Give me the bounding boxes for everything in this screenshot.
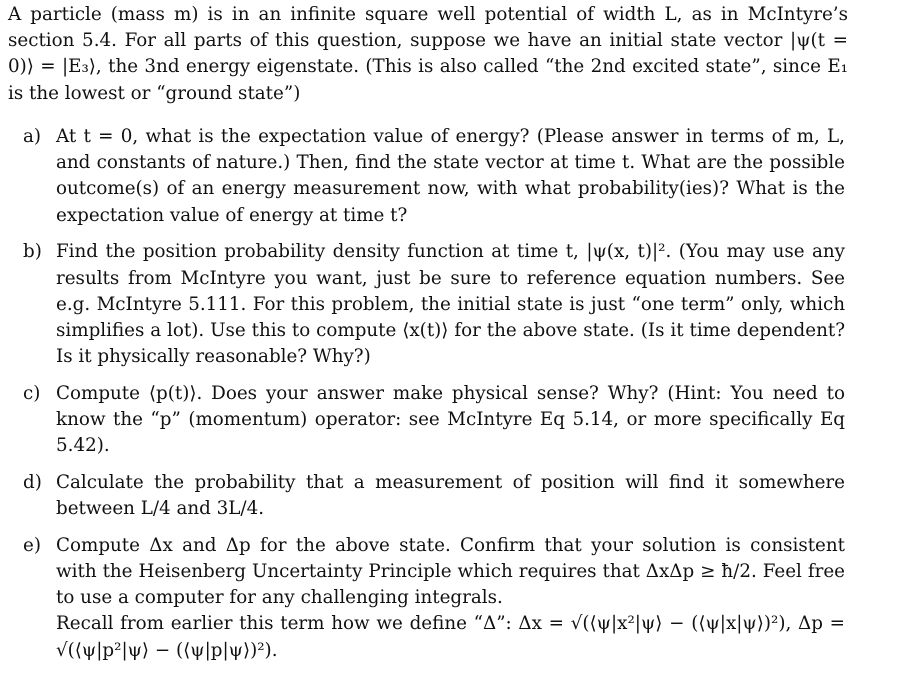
problem-part-body	[56, 470, 845, 522]
problem-part-body	[56, 533, 845, 664]
problem-part-label: d)	[23, 471, 42, 493]
problem-part-label: c)	[23, 382, 41, 404]
problem-part-text: Find the position probability density function at time t, |ψ(x, t)|². (You may use any results from McIntyre you want, just be sure to reference equation numbers. See e.g. McIntyre 5.111. For this problem, the initial state is just “one term” only, which simplifies a lot). Use this to compute ⟨x(t)⟩ for the above state. (Is it time dependent? Is it physically reasonable? Why?)	[56, 241, 845, 368]
problem-parts-list	[23, 124, 845, 664]
problem-part-label: a)	[23, 126, 42, 147]
problem-part-b	[23, 239, 845, 370]
problem-part-a	[23, 124, 845, 229]
problem-part-body	[56, 239, 845, 370]
uncertainty-definition-text: Recall from earlier this term how we define “Δ”: Δx = √(⟨ψ|x²|ψ⟩ − (⟨ψ|x|ψ⟩)²), Δp = √(⟨ψ|p²|ψ⟩ − (⟨ψ|p|ψ⟩)²).	[56, 613, 845, 661]
problem-part-text: Calculate the probability that a measurement of position will find it somewhere between L/4 and 3L/4.	[56, 471, 845, 520]
problem-part-body	[56, 381, 845, 460]
problem-part-text: Compute ⟨p(t)⟩. Does your answer make physical sense? Why? (Hint: You need to know the “p” (momentum) operator: see McIntyre Eq 5.14, or more specifically Eq 5.42).	[56, 382, 845, 457]
problem-intro	[8, 2, 848, 107]
problem-part-label: b)	[23, 241, 42, 263]
problem-part-text: Compute Δx and Δp for the above state. Confirm that your solution is consistent with the Heisenberg Uncertainty Principle which requires that ΔxΔp ≥ ħ/2. Feel free to use a computer for any challenging integrals.	[56, 534, 845, 609]
problem-part-d	[23, 470, 845, 522]
problem-part-c	[23, 381, 845, 460]
problem-part-e	[23, 533, 845, 664]
problem-part-body	[56, 124, 845, 229]
problem-part-label: e)	[23, 534, 41, 556]
problem-intro-text: A particle (mass m) is in an infinite square well potential of width L, as in McIntyre’s section 5.4. For all parts of this question, suppose we have an initial state vector |ψ(t = 0)⟩ = |E₃⟩, the 3nd energy eigenstate. (This is also called “the 2nd excited state”, since E₁ is the lowest or “ground state”)	[8, 4, 848, 104]
problem-part-text: At t = 0, what is the expectation value of energy? (Please answer in terms of m, L, and constants of nature.) Then, find the state vector at time t. What are the possible outcome(s) of an energy measurement now, with what probability(ies)? What is the expectation value of energy at time t?	[56, 126, 845, 226]
